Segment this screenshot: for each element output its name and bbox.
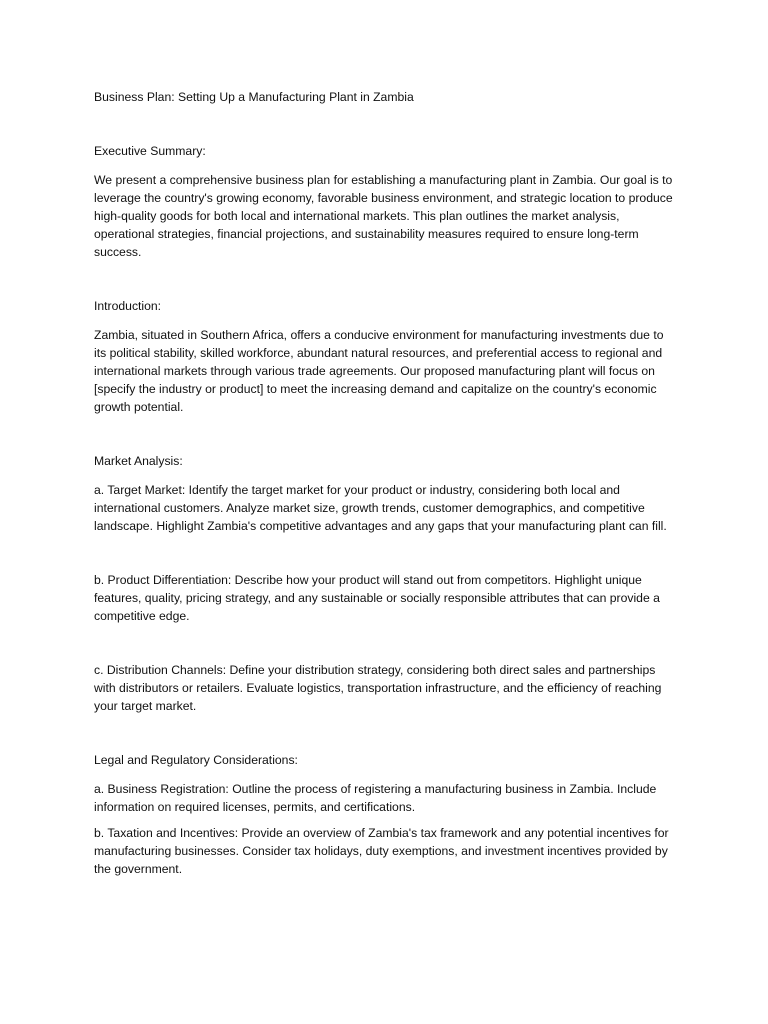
spacer xyxy=(94,543,674,571)
legal-business-registration: a. Business Registration: Outline the process of registering a manufacturing business in Zambia. Include information on required licenses, permits, and certifications. xyxy=(94,782,657,814)
document-title: Business Plan: Setting Up a Manufacturing Plant in Zambia xyxy=(94,90,414,104)
market-analysis-product-differentiation: b. Product Differentiation: Describe how your product will stand out from competitors. Highlight unique features, quality, pricing strategy, and any sustainable or socially responsible attributes that can provide a competitive edge. xyxy=(94,573,660,623)
document-page xyxy=(94,88,674,886)
spacer xyxy=(94,723,674,751)
market-analysis-heading: Market Analysis: xyxy=(94,454,183,468)
spacer xyxy=(94,633,674,661)
spacer xyxy=(94,269,674,297)
introduction-text: Zambia, situated in Southern Africa, offers a conducive environment for manufacturing investments due to its political stability, skilled workforce, abundant natural resources, and preferential access to regional and international markets through various trade agreements. Our proposed manufacturing plant will focus on [specify the industry or product] to meet the increasing demand and capitalize on the country's economic growth potential. xyxy=(94,328,664,414)
executive-summary-heading: Executive Summary: xyxy=(94,144,206,158)
market-analysis-distribution-channels: c. Distribution Channels: Define your distribution strategy, considering both direct sales and partnerships with distributors or retailers. Evaluate logistics, transportation infrastructure, and the efficiency of reaching your target market. xyxy=(94,663,662,713)
spacer xyxy=(94,424,674,452)
legal-taxation-incentives: b. Taxation and Incentives: Provide an overview of Zambia's tax framework and any potential incentives for manufacturing businesses. Consider tax holidays, duty exemptions, and investment incentives provided by the government. xyxy=(94,826,669,876)
market-analysis-target-market: a. Target Market: Identify the target market for your product or industry, considering both local and international customers. Analyze market size, growth trends, customer demographics, and competitive landscape. Highlight Zambia's competitive advantages and any gaps that your manufacturing plant can fill. xyxy=(94,483,667,533)
introduction-heading: Introduction: xyxy=(94,299,162,313)
legal-heading: Legal and Regulatory Considerations: xyxy=(94,753,298,767)
executive-summary-text: We present a comprehensive business plan for establishing a manufacturing plant in Zambia. Our goal is to leverage the country's growing economy, favorable business environment, and strategic location to produce high-quality goods for both local and international markets. This plan outlines the market analysis, operational strategies, financial projections, and sustainability measures required to ensure long-term success. xyxy=(94,173,673,259)
